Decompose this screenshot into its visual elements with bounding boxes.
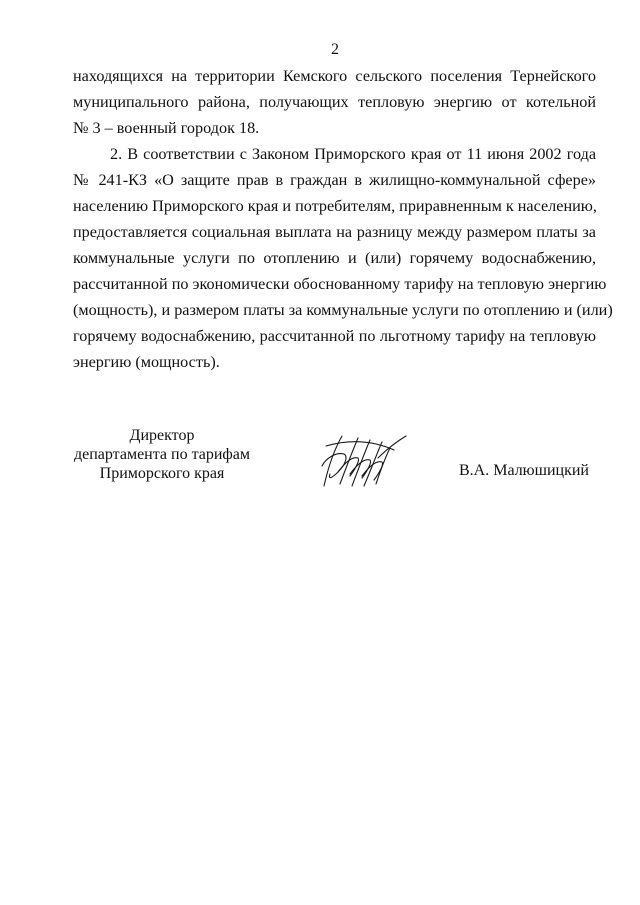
signer-title-line-3: Приморского края [99,465,225,482]
body-line-7: предоставляется социальная выплата на разницу между размером платы за [73,223,596,241]
body-line-5: № 241-КЗ «О защите прав в граждан в жилищно-коммунальной сфере» [73,171,596,189]
body-line-6: населению Приморского края и потребителям, приравненным к населению, [73,197,597,215]
body-line-4: 2. В соответствии с Законом Приморского края от 11 июня 2002 года [110,145,596,163]
body-line-3: № 3 – военный городок 18. [73,119,260,137]
body-line-9: рассчитанной по экономически обоснованному тарифу на тепловую энергию [73,275,607,293]
body-line-11: горячему водоснабжению, рассчитанной по льготному тарифу на тепловую [73,327,596,345]
body-line-10: (мощность), и размером платы за коммунальные услуги по отоплению и (или) [73,301,613,319]
signer-title-line-1: Директор [129,427,195,444]
body-line-12: энергию (мощность). [73,353,220,371]
body-line-1: находящихся на территории Кемского сельского поселения Тернейского [73,67,596,85]
signer-title-line-2: департамента по тарифам [73,446,251,463]
handwritten-signature [318,428,413,490]
page-number: 2 [331,41,339,58]
body-line-2: муниципального района, получающих тепловую энергию от котельной [73,93,596,111]
signature-title-block [72,426,252,483]
signer-name: В.А. Малюшицкий [459,462,589,479]
body-line-8: коммунальные услуги по отоплению и (или) горячему водоснабжению, [73,249,596,267]
